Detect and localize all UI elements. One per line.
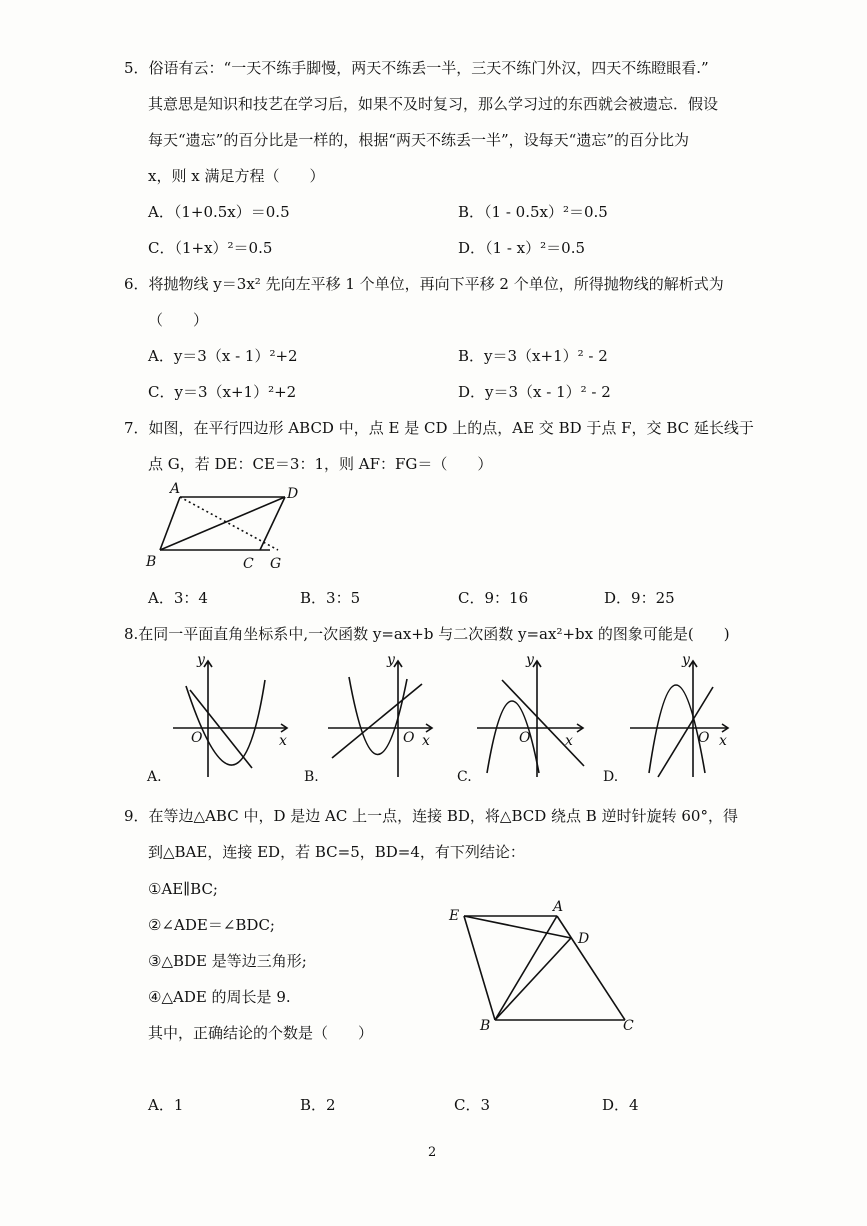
- q9-segment-ba: [495, 916, 557, 1020]
- q7-option-d: D．9：25: [604, 589, 675, 607]
- q5-line3: 每天“遗忘”的百分比是一样的，根据“两天不练丢一半”，设每天“遗忘”的百分比为: [148, 131, 690, 149]
- q7-line1: 7．如图，在平行四边形 ABCD 中，点 E 是 CD 上的点，AE 交 BD 于点 F，交 BC 延长线于: [124, 419, 754, 437]
- q9-conclusion-3: ③△BDE 是等边三角形;: [148, 952, 307, 970]
- q8b-y-label: y: [387, 652, 395, 668]
- q9-label-c: C: [623, 1018, 634, 1034]
- q5-option-a: A．（1+0.5x）＝0.5: [148, 203, 290, 221]
- q8d-option-label: D.: [603, 769, 619, 785]
- q7-option-c: C．9：16: [458, 589, 529, 607]
- q6-line2: （ ）: [148, 311, 209, 329]
- q8a-x-label: x: [279, 733, 287, 749]
- q8-graph-c: [455, 652, 605, 785]
- q9-line2: 到△BAE，连接 ED，若 BC=5，BD=4，有下列结论：: [148, 843, 525, 861]
- q8c-option-label: C.: [457, 769, 472, 785]
- q6-line1: 6．将抛物线 y＝3x² 先向左平移 1 个单位，再向下平移 2 个单位，所得抛物线的解析式为: [124, 275, 724, 293]
- q8b-line: [332, 684, 422, 758]
- q9-triangle-figure: [440, 898, 650, 1038]
- q8-graph-d: [600, 652, 750, 785]
- q9-option-b: B．2: [300, 1096, 336, 1114]
- q8d-origin-label: O: [698, 730, 710, 746]
- q8b-x-label: x: [422, 733, 430, 749]
- q5-line1: 5．俗语有云：“一天不练手脚慢，两天不练丢一半，三天不练门外汉，四天不练瞪眼看.”: [124, 59, 709, 77]
- q9-option-a: A．1: [148, 1096, 184, 1114]
- q8c-line: [502, 680, 584, 766]
- q6-option-c: C．y＝3（x+1）²+2: [148, 383, 297, 401]
- q9-label-e: E: [449, 908, 460, 924]
- q5-option-d: D．（1 - x）²＝0.5: [458, 239, 586, 257]
- q9-conclusion-1: ①AE∥BC;: [148, 880, 218, 898]
- q9-segment-ac: [557, 916, 625, 1020]
- q8c-parabola: [487, 701, 539, 773]
- q6-option-a: A．y＝3（x - 1）²+2: [148, 347, 298, 365]
- q5-line4: x，则 x 满足方程（ ）: [148, 167, 325, 185]
- q8c-origin-label: O: [519, 730, 531, 746]
- q9-label-a: A: [553, 899, 564, 915]
- q8d-parabola: [649, 685, 705, 773]
- q7-option-b: B．3：5: [300, 589, 361, 607]
- q7-parallelogram-figure: [140, 480, 300, 575]
- q8-line1: 8.在同一平面直角坐标系中,一次函数 y=ax+b 与二次函数 y=ax²+bx 的图象可能是( ): [124, 625, 730, 643]
- q8d-x-label: x: [719, 733, 727, 749]
- q6-option-d: D．y＝3（x - 1）² - 2: [458, 383, 611, 401]
- q8b-option-label: B.: [304, 769, 319, 785]
- q5-option-b: B．（1 - 0.5x）²＝0.5: [458, 203, 608, 221]
- q8c-y-label: y: [526, 652, 534, 668]
- q9-segment-bd: [495, 938, 571, 1020]
- q9-label-b: B: [480, 1018, 491, 1034]
- q8b-origin-label: O: [403, 730, 415, 746]
- q8a-option-label: A.: [147, 769, 162, 785]
- q9-segment-eb: [464, 916, 495, 1020]
- page-number: 2: [428, 1145, 437, 1160]
- q5-option-c: C．（1+x）²＝0.5: [148, 239, 273, 257]
- q9-label-d: D: [578, 931, 590, 947]
- q9-conclusion-2: ②∠ADE＝∠BDC;: [148, 916, 275, 934]
- q8a-parabola: [186, 680, 265, 765]
- q8a-origin-label: O: [191, 730, 203, 746]
- q5-line2: 其意思是知识和技艺在学习后，如果不及时复习，那么学习过的东西就会被遗忘．假设: [148, 95, 719, 113]
- q9-line1: 9．在等边△ABC 中，D 是边 AC 上一点，连接 BD，将△BCD 绕点 B 逆时针旋转 60°，得: [124, 807, 738, 825]
- q7-label-g: G: [270, 556, 282, 572]
- q7-label-c: C: [243, 556, 254, 572]
- q8d-y-label: y: [682, 652, 690, 668]
- q8-graph-b: [300, 652, 450, 785]
- q7-option-a: A．3：4: [148, 589, 208, 607]
- q8-graph-a: [145, 652, 295, 785]
- q8a-y-label: y: [197, 652, 205, 668]
- q7-line2: 点 G，若 DE：CE＝3：1，则 AF：FG＝（ ）: [148, 455, 493, 473]
- q8c-x-label: x: [565, 733, 573, 749]
- q9-conclusion-4: ④△ADE 的周长是 9.: [148, 988, 291, 1006]
- q7-label-a: A: [170, 481, 181, 497]
- q7-label-b: B: [146, 554, 157, 570]
- q9-option-d: D．4: [602, 1096, 639, 1114]
- q7-label-d: D: [287, 486, 299, 502]
- q9-question: 其中，正确结论的个数是（ ）: [148, 1024, 374, 1042]
- q7-diagonal-bd: [160, 497, 285, 550]
- q6-option-b: B．y＝3（x+1）² - 2: [458, 347, 608, 365]
- q9-option-c: C．3: [454, 1096, 491, 1114]
- q8a-line: [190, 690, 252, 768]
